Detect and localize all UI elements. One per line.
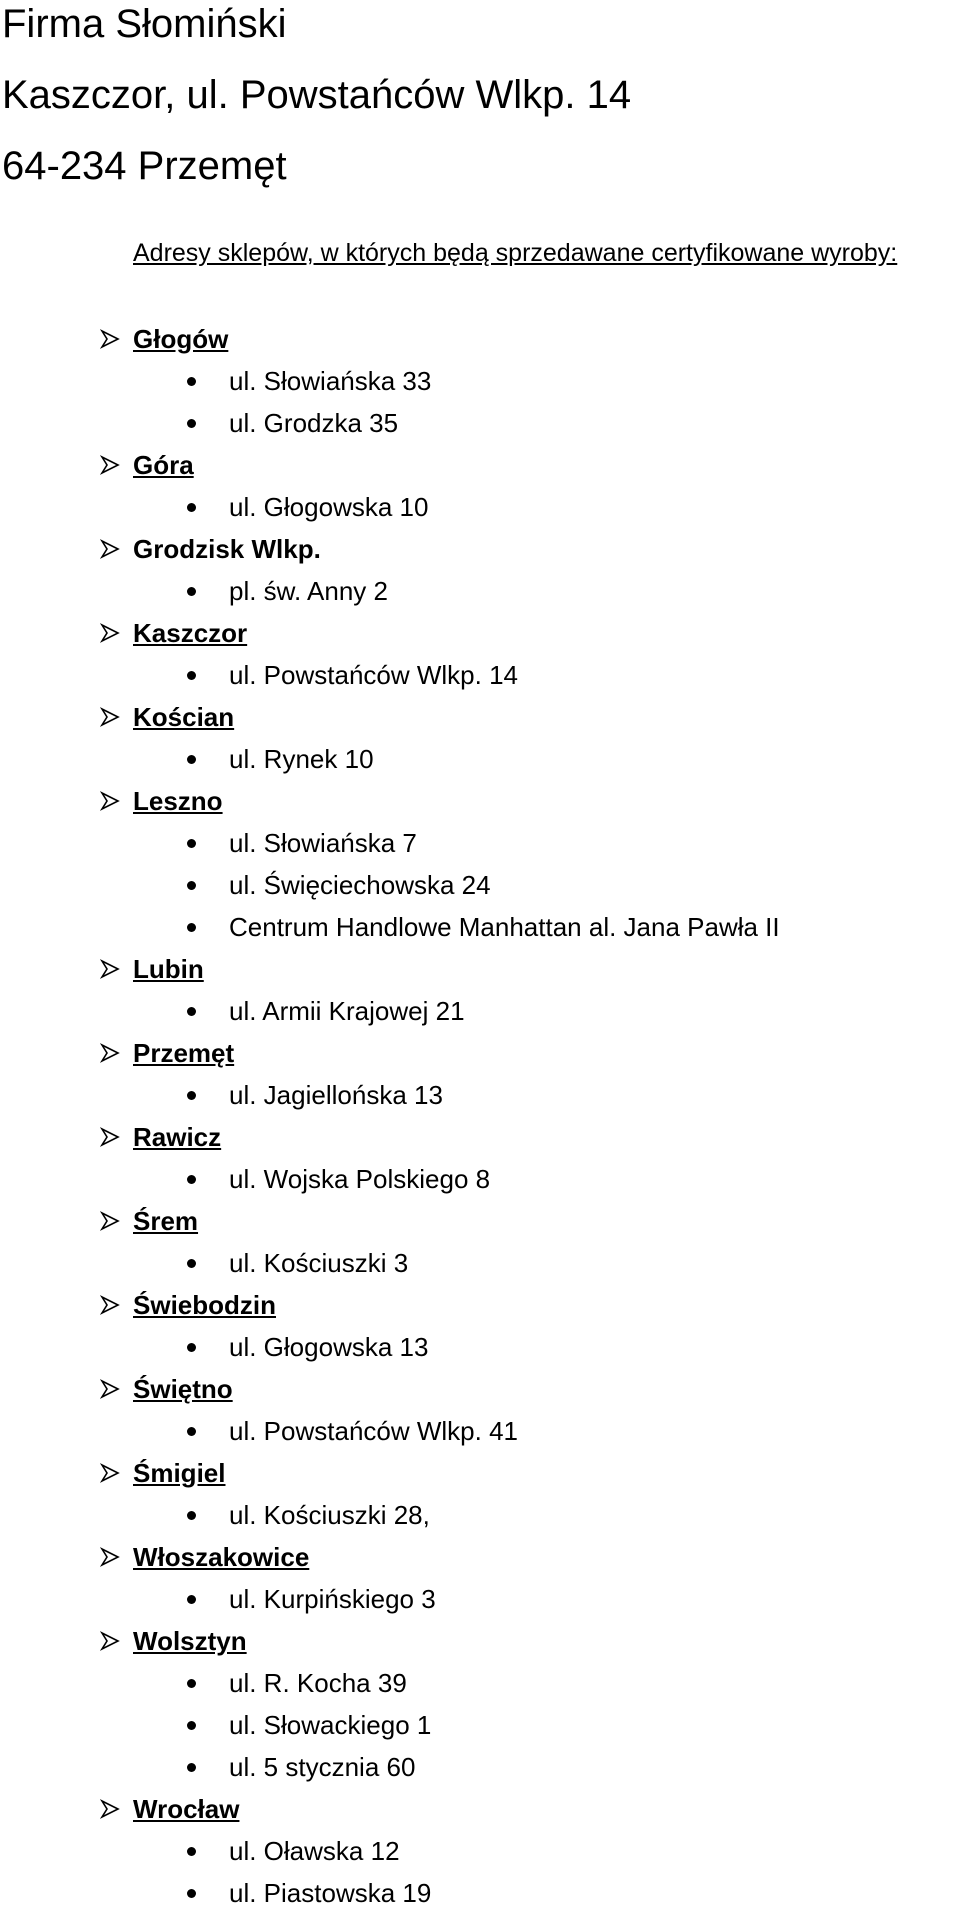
address-text: ul. 5 stycznia 60 (229, 1752, 416, 1782)
town-item (0, 696, 960, 738)
town-name: Głogów (133, 324, 229, 354)
round-bullet-icon (187, 1259, 196, 1268)
town-item (0, 1368, 960, 1410)
arrowhead-bullet-icon (100, 1799, 120, 1819)
round-bullet-icon (187, 881, 196, 890)
address-text: ul. Oławska 12 (229, 1836, 400, 1866)
round-bullet-icon (187, 923, 196, 932)
address-text: ul. Słowackiego 1 (229, 1710, 432, 1740)
arrowhead-bullet-icon (100, 1211, 120, 1231)
address-text: pl. św. Anny 2 (229, 576, 388, 606)
round-bullet-icon (187, 1721, 196, 1730)
arrowhead-bullet-icon (100, 1127, 120, 1147)
arrowhead-bullet-icon (100, 1295, 120, 1315)
address-item (0, 1872, 960, 1914)
round-bullet-icon (187, 839, 196, 848)
address-text: ul. R. Kocha 39 (229, 1668, 407, 1698)
town-item (0, 444, 960, 486)
town-item (0, 1116, 960, 1158)
address-item (0, 1410, 960, 1452)
town-item (0, 780, 960, 822)
arrowhead-bullet-icon (100, 329, 120, 349)
round-bullet-icon (187, 1007, 196, 1016)
town-name: Świebodzin (133, 1290, 276, 1320)
address-item (0, 1578, 960, 1620)
round-bullet-icon (187, 671, 196, 680)
address-text: ul. Rynek 10 (229, 744, 374, 774)
town-name: Wrocław (133, 1794, 240, 1824)
town-name: Leszno (133, 786, 223, 816)
address-text: ul. Wojska Polskiego 8 (229, 1164, 491, 1194)
address-text: ul. Święciechowska 24 (229, 870, 491, 900)
round-bullet-icon (187, 503, 196, 512)
address-item (0, 906, 960, 948)
address-item (0, 1662, 960, 1704)
round-bullet-icon (187, 1091, 196, 1100)
address-item (0, 1074, 960, 1116)
shops-intro-heading: Adresy sklepów, w których będą sprzedawane certyfikowane wyroby: (133, 239, 898, 267)
address-text: ul. Kościuszki 3 (229, 1248, 409, 1278)
town-name: Śrem (133, 1206, 199, 1236)
town-name: Włoszakowice (133, 1542, 310, 1572)
address-text: ul. Powstańców Wlkp. 14 (229, 660, 519, 690)
round-bullet-icon (187, 1427, 196, 1436)
shop-address-list (0, 318, 960, 1914)
arrowhead-bullet-icon (100, 455, 120, 475)
address-item (0, 822, 960, 864)
town-item (0, 948, 960, 990)
town-name: Wolsztyn (133, 1626, 247, 1656)
address-item (0, 570, 960, 612)
round-bullet-icon (187, 1847, 196, 1856)
address-text: ul. Piastowska 19 (229, 1878, 432, 1908)
arrowhead-bullet-icon (100, 623, 120, 643)
town-item (0, 1788, 960, 1830)
town-item (0, 1620, 960, 1662)
round-bullet-icon (187, 1763, 196, 1772)
address-item (0, 990, 960, 1032)
company-street-address: Kaszczor, ul. Powstańców Wlkp. 14 (2, 73, 632, 117)
address-text: ul. Powstańców Wlkp. 41 (229, 1416, 519, 1446)
town-item (0, 612, 960, 654)
address-item (0, 864, 960, 906)
round-bullet-icon (187, 1679, 196, 1688)
address-text: ul. Jagiellońska 13 (229, 1080, 443, 1110)
address-text: ul. Głogowska 13 (229, 1332, 429, 1362)
address-text: ul. Armii Krajowej 21 (229, 996, 465, 1026)
company-name: Firma Słomiński (2, 2, 287, 46)
company-header (2, 2, 631, 215)
address-item (0, 1746, 960, 1788)
town-item (0, 1284, 960, 1326)
town-name: Śmigiel (133, 1458, 226, 1488)
address-item (0, 360, 960, 402)
address-item (0, 486, 960, 528)
address-item (0, 1704, 960, 1746)
address-text: ul. Grodzka 35 (229, 408, 399, 438)
town-item (0, 1032, 960, 1074)
town-item (0, 1536, 960, 1578)
round-bullet-icon (187, 1175, 196, 1184)
town-name: Góra (133, 450, 194, 480)
round-bullet-icon (187, 1343, 196, 1352)
arrowhead-bullet-icon (100, 1043, 120, 1063)
town-item (0, 528, 960, 570)
address-text: ul. Kurpińskiego 3 (229, 1584, 436, 1614)
round-bullet-icon (187, 587, 196, 596)
address-item (0, 1242, 960, 1284)
town-name: Rawicz (133, 1122, 222, 1152)
round-bullet-icon (187, 1889, 196, 1898)
address-text: Centrum Handlowe Manhattan al. Jana Pawła II (229, 912, 780, 942)
round-bullet-icon (187, 1595, 196, 1604)
address-item (0, 654, 960, 696)
round-bullet-icon (187, 377, 196, 386)
address-item (0, 1494, 960, 1536)
arrowhead-bullet-icon (100, 1547, 120, 1567)
arrowhead-bullet-icon (100, 959, 120, 979)
town-item (0, 1452, 960, 1494)
address-item (0, 1326, 960, 1368)
town-item (0, 1200, 960, 1242)
town-item (0, 318, 960, 360)
arrowhead-bullet-icon (100, 1379, 120, 1399)
town-name: Lubin (133, 954, 204, 984)
address-item (0, 738, 960, 780)
address-text: ul. Słowiańska 7 (229, 828, 417, 858)
town-name: Kościan (133, 702, 235, 732)
town-name: Przemęt (133, 1038, 235, 1068)
town-name: Kaszczor (133, 618, 248, 648)
address-text: ul. Głogowska 10 (229, 492, 429, 522)
address-item (0, 1830, 960, 1872)
arrowhead-bullet-icon (100, 791, 120, 811)
company-postal-address: 64-234 Przemęt (2, 144, 287, 188)
round-bullet-icon (187, 419, 196, 428)
town-name: Świętno (133, 1374, 233, 1404)
address-text: ul. Kościuszki 28, (229, 1500, 430, 1530)
town-name: Grodzisk Wlkp. (133, 534, 321, 564)
arrowhead-bullet-icon (100, 539, 120, 559)
arrowhead-bullet-icon (100, 707, 120, 727)
address-item (0, 402, 960, 444)
address-item (0, 1158, 960, 1200)
arrowhead-bullet-icon (100, 1463, 120, 1483)
round-bullet-icon (187, 755, 196, 764)
address-text: ul. Słowiańska 33 (229, 366, 432, 396)
arrowhead-bullet-icon (100, 1631, 120, 1651)
round-bullet-icon (187, 1511, 196, 1520)
